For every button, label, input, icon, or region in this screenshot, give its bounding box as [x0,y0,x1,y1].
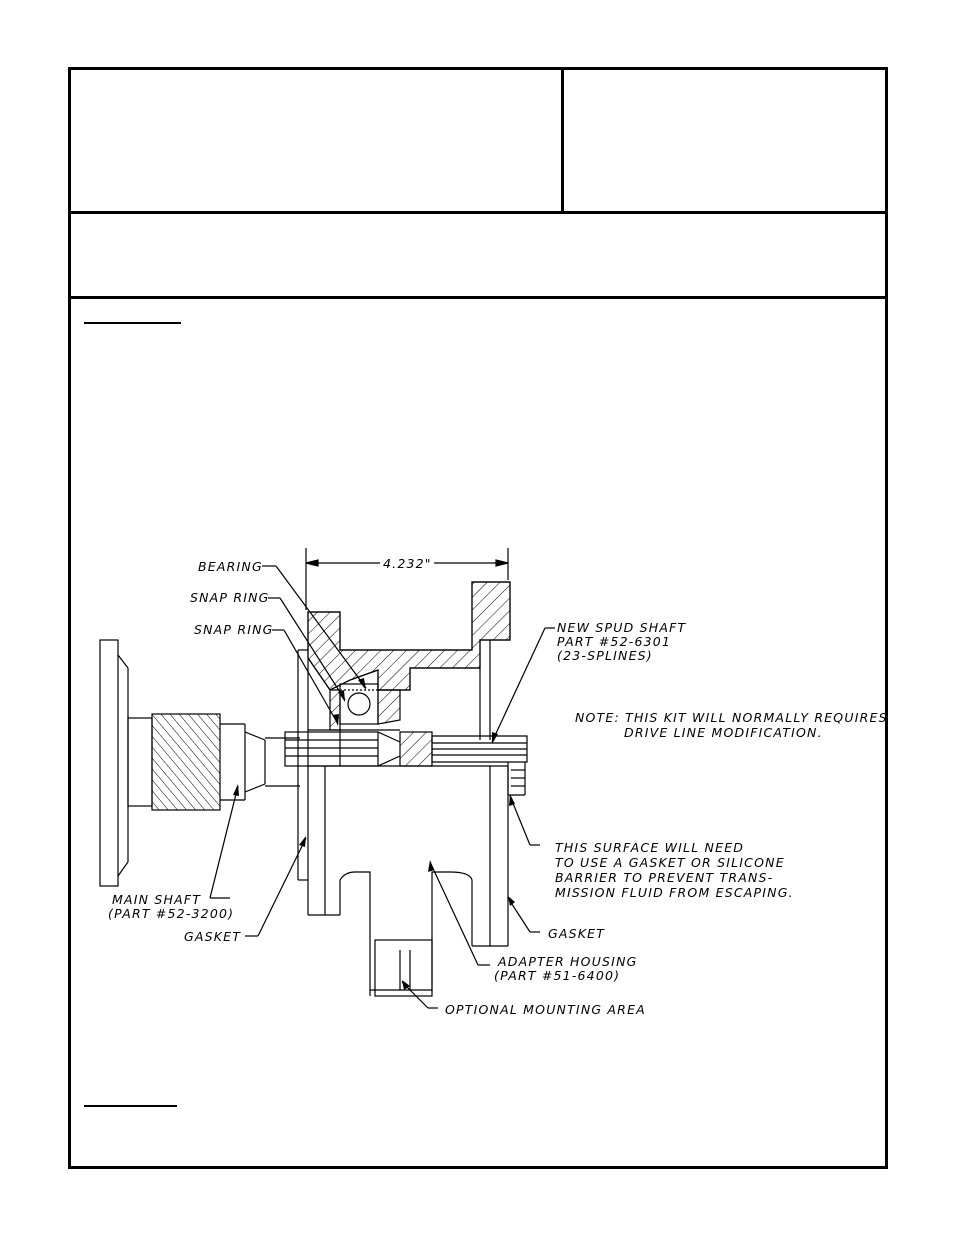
gasket-label-left: GASKET [184,929,242,944]
optional-mounting-label: OPTIONAL MOUNTING AREA [445,1002,646,1017]
spud-shaft-label-line1: NEW SPUD SHAFT [557,620,687,635]
surface-label-line4: MISSION FLUID FROM ESCAPING. [555,885,794,900]
gear-teeth [100,640,128,886]
gasket-label-right: GASKET [548,926,606,941]
adapter-housing-label-line1: ADAPTER HOUSING [498,954,638,969]
snap-ring-label-2: SNAP RING [194,622,274,637]
note-label-line1: NOTE: THIS KIT WILL NORMALLY REQUIRES [575,710,888,725]
adapter-housing-label-line2: (PART #51-6400) [494,968,621,983]
surface-label-line1: THIS SURFACE WILL NEED [555,840,745,855]
dimension-label: 4.232" [383,556,432,571]
spud-shaft-label-line3: (23-SPLINES) [557,648,653,663]
main-shaft-label-line2: (PART #52-3200) [108,906,235,921]
spud-shaft-label-line2: PART #52-6301 [557,634,672,649]
snap-ring-label-1: SNAP RING [190,590,270,605]
surface-label-line2: TO USE A GASKET OR SILICONE [555,855,785,870]
main-shaft-label-line1: MAIN SHAFT [112,892,202,907]
bearing-label: BEARING [198,559,263,574]
surface-label-line3: BARRIER TO PREVENT TRANS- [555,870,774,885]
note-label-line2: DRIVE LINE MODIFICATION. [624,725,823,740]
